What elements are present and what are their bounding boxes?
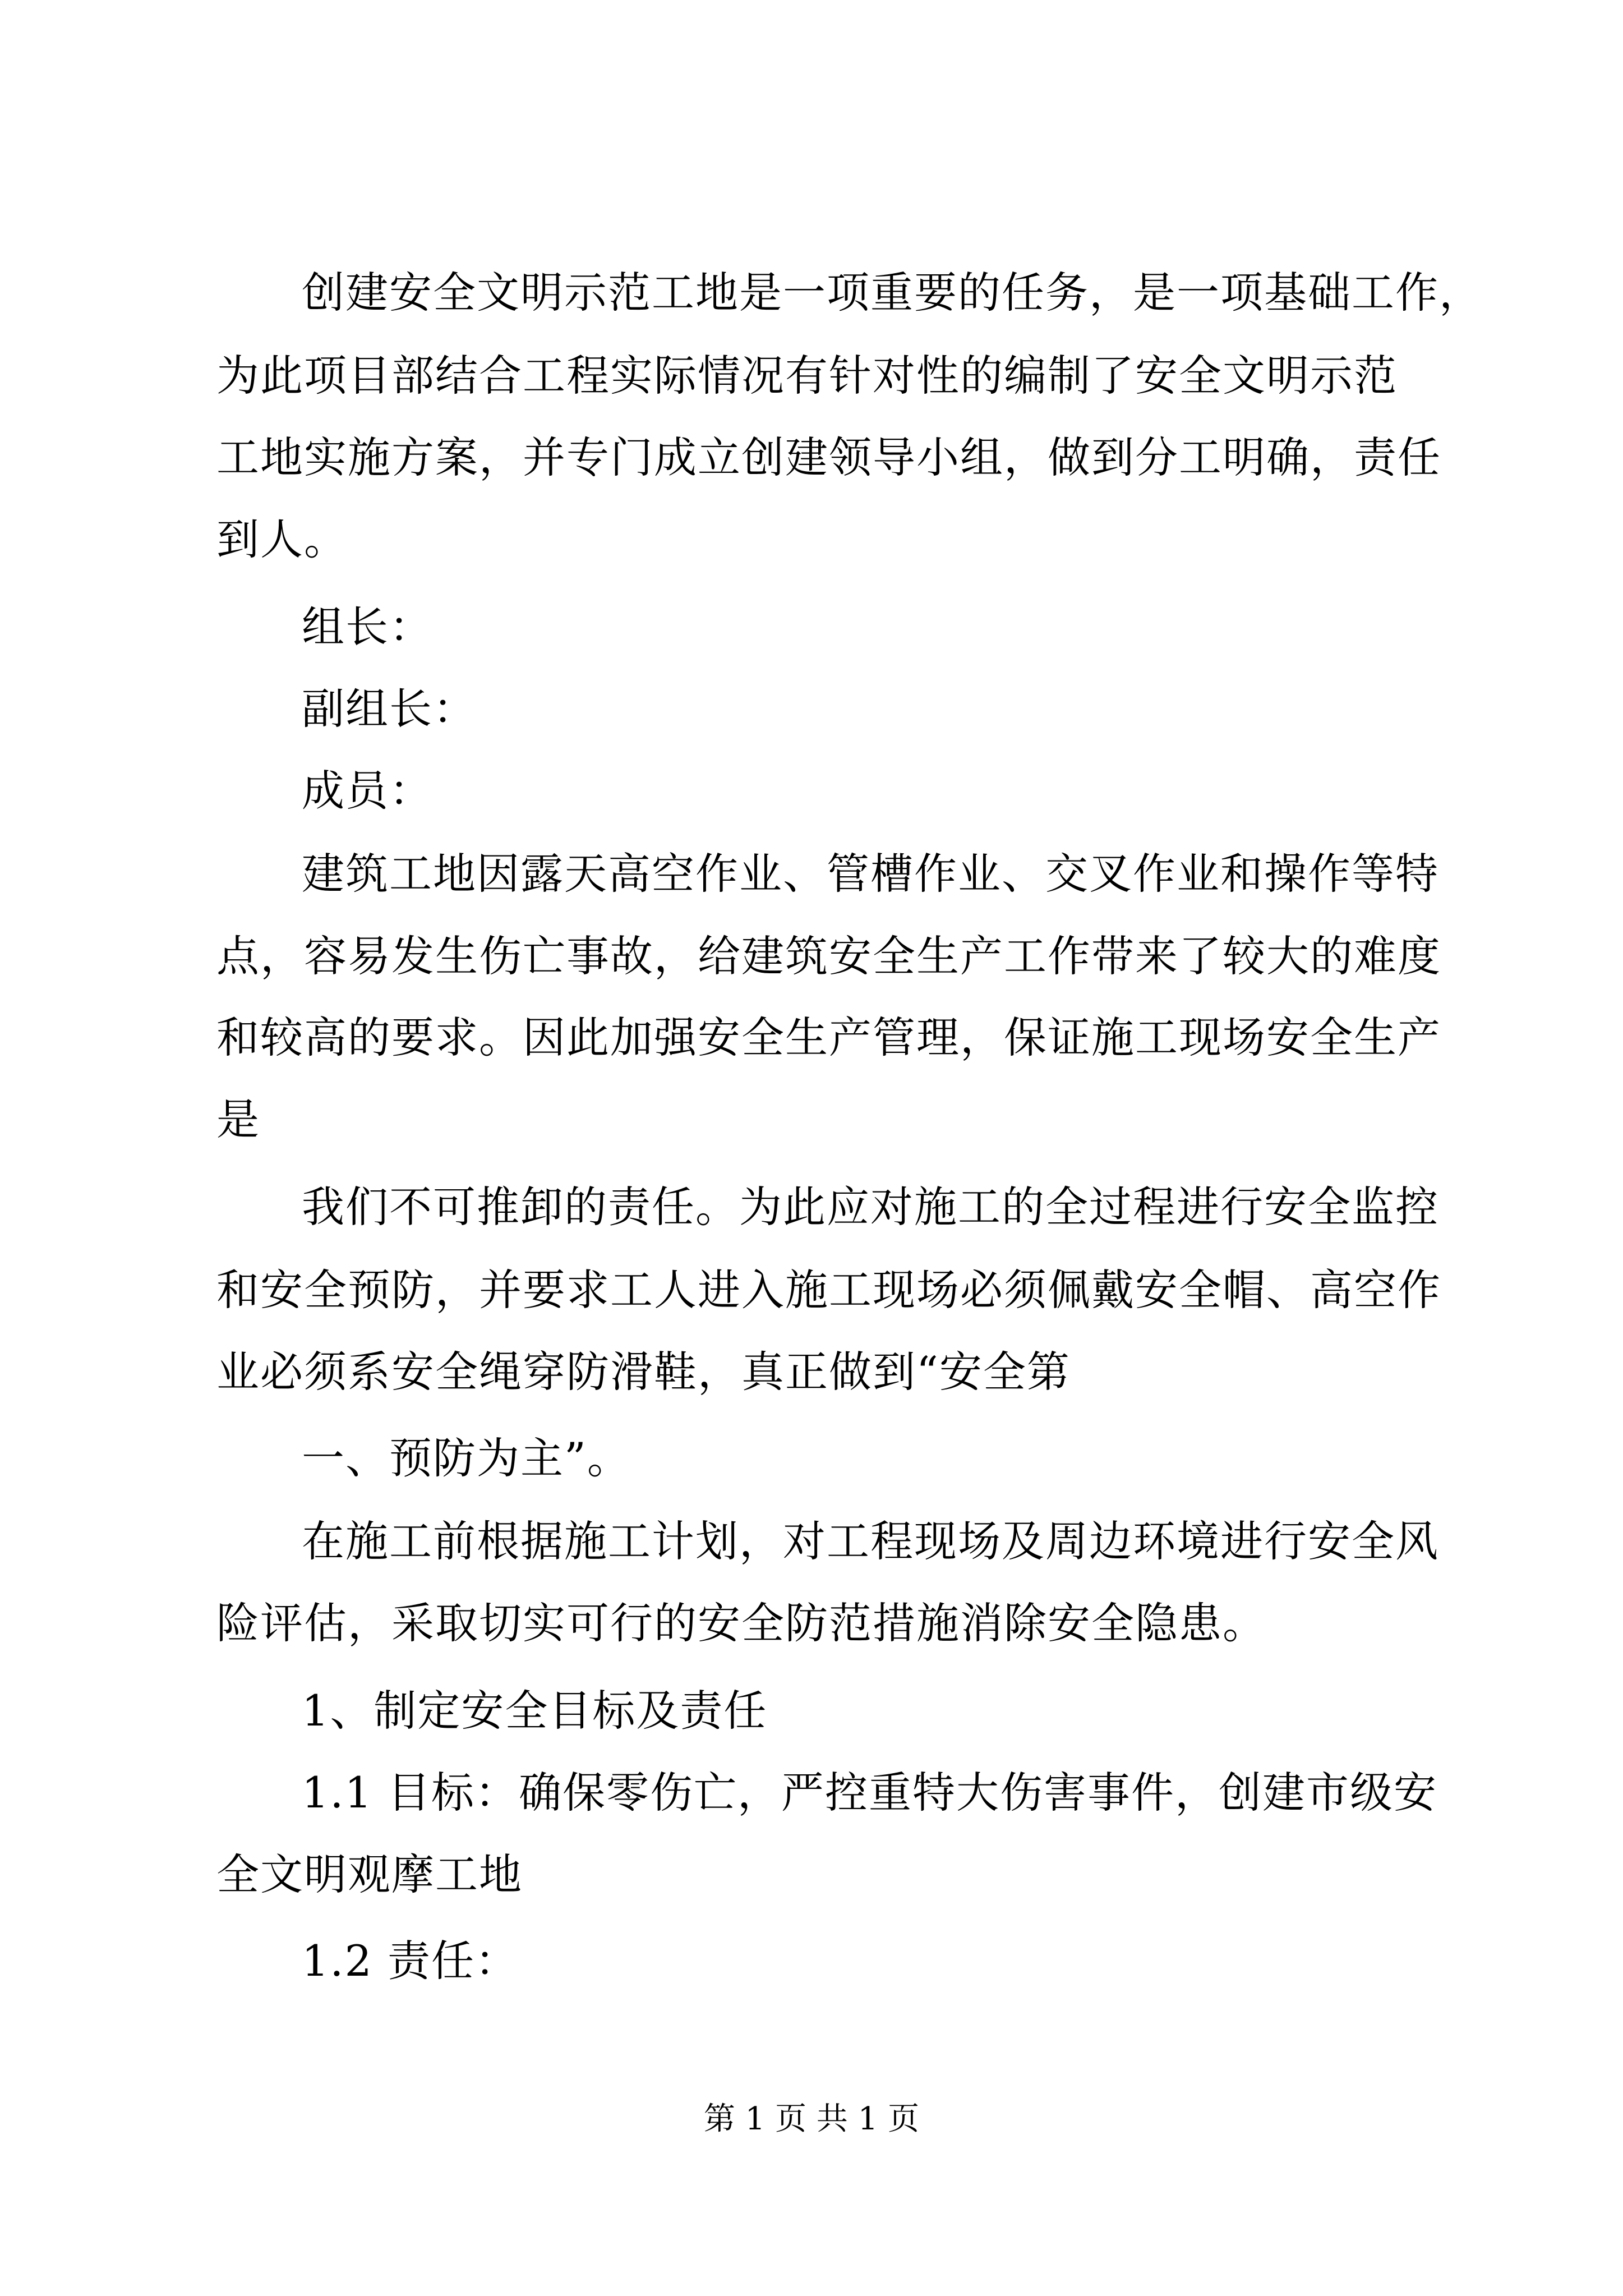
members-label: 成员： <box>302 766 433 816</box>
paragraph-line: 点，容易发生伤亡事故，给建筑安全生产工作带来了较大的难度 <box>216 931 1441 981</box>
paragraph-line: 到人。 <box>216 514 348 564</box>
paragraph-line: 是 <box>216 1094 260 1144</box>
paragraph-line: 和较高的要求。因此加强安全生产管理，保证施工现场安全生产 <box>216 1013 1441 1062</box>
paragraph-line: 业必须系安全绳穿防滑鞋，真正做到“安全第 <box>216 1347 1071 1397</box>
paragraph-line: 创建安全文明示范工地是一项重要的任务，是一项基础工作， <box>302 268 1483 318</box>
paragraph-line: 和安全预防，并要求工人进入施工现场必须佩戴安全帽、高空作 <box>216 1265 1441 1315</box>
paragraph-line: 建筑工地因露天高空作业、管槽作业、交叉作业和操作等特 <box>302 849 1439 899</box>
page-footer: 第 1 页 共 1 页 <box>703 2101 920 2137</box>
deputy-leader-label: 副组长： <box>302 684 477 734</box>
leader-label: 组长： <box>302 602 433 652</box>
paragraph-line: 工地实施方案，并专门成立创建领导小组，做到分工明确，责任 <box>216 432 1441 482</box>
section-heading: 1、制定安全目标及责任 <box>302 1686 768 1736</box>
paragraph-line: 全文明观摩工地 <box>216 1849 523 1899</box>
paragraph-line: 1.2 责任： <box>302 1936 519 1986</box>
paragraph-line: 一、预防为主”。 <box>302 1433 631 1483</box>
paragraph-line: 我们不可推卸的责任。为此应对施工的全过程进行安全监控 <box>302 1182 1439 1232</box>
paragraph-line: 险评估，采取切实可行的安全防范措施消除安全隐患。 <box>216 1598 1266 1648</box>
paragraph-line: 1.1 目标：确保零伤亡，严控重特大伤害事件，创建市级安 <box>302 1768 1438 1818</box>
paragraph-line: 为此项目部结合工程实际情况有针对性的编制了安全文明示范 <box>216 351 1398 401</box>
paragraph-line: 在施工前根据施工计划，对工程现场及周边环境进行安全风 <box>302 1516 1439 1566</box>
